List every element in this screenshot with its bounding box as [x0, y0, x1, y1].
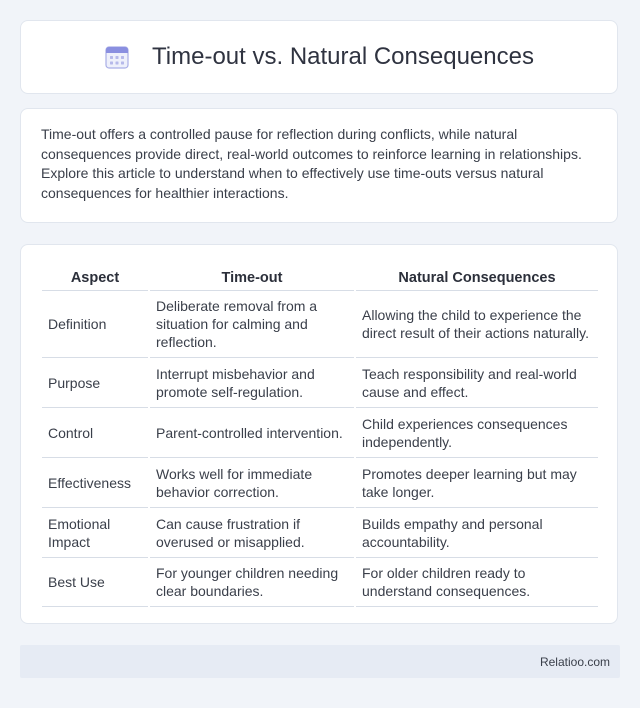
row-aspect: Definition [42, 291, 148, 358]
row-time-out: Works well for immediate behavior correction. [150, 458, 354, 508]
comparison-table [40, 265, 600, 607]
row-aspect: Emotional Impact [42, 508, 148, 558]
row-time-out: For younger children needing clear boundaries. [150, 558, 354, 607]
intro-text: Time-out offers a controlled pause for reflection during conflicts, while natural consequences provide direct, real-world outcomes to reinforce learning in relationships. Explore this article to understand when to effectively use time-outs versus natural consequences for healthier interactions. [41, 126, 582, 201]
table-row [42, 408, 598, 458]
title-card [20, 20, 618, 94]
calendar-icon [104, 44, 130, 70]
table-row [42, 558, 598, 607]
footer [20, 645, 620, 678]
table-row [42, 291, 598, 358]
row-natural-consequences: Teach responsibility and real-world cause and effect. [356, 358, 598, 408]
row-aspect: Purpose [42, 358, 148, 408]
row-time-out: Parent-controlled intervention. [150, 408, 354, 458]
header-time-out: Time-out [150, 265, 354, 291]
header-natural-consequences: Natural Consequences [356, 265, 598, 291]
row-aspect: Control [42, 408, 148, 458]
row-natural-consequences: Builds empathy and personal accountability. [356, 508, 598, 558]
page-title: Time-out vs. Natural Consequences [152, 43, 534, 70]
header-aspect: Aspect [42, 265, 148, 291]
row-natural-consequences: For older children ready to understand consequences. [356, 558, 598, 607]
row-natural-consequences: Child experiences consequences independently. [356, 408, 598, 458]
intro-card [20, 108, 618, 223]
table-row [42, 358, 598, 408]
row-time-out: Deliberate removal from a situation for calming and reflection. [150, 291, 354, 358]
table-row [42, 458, 598, 508]
comparison-table-card [20, 244, 618, 624]
row-natural-consequences: Promotes deeper learning but may take longer. [356, 458, 598, 508]
row-aspect: Best Use [42, 558, 148, 607]
footer-site-name: Relatioo.com [539, 654, 610, 669]
row-aspect: Effectiveness [42, 458, 148, 508]
table-header-row [42, 265, 598, 291]
row-natural-consequences: Allowing the child to experience the direct result of their actions naturally. [356, 291, 598, 358]
row-time-out: Can cause frustration if overused or misapplied. [150, 508, 354, 558]
row-time-out: Interrupt misbehavior and promote self-regulation. [150, 358, 354, 408]
table-row [42, 508, 598, 558]
